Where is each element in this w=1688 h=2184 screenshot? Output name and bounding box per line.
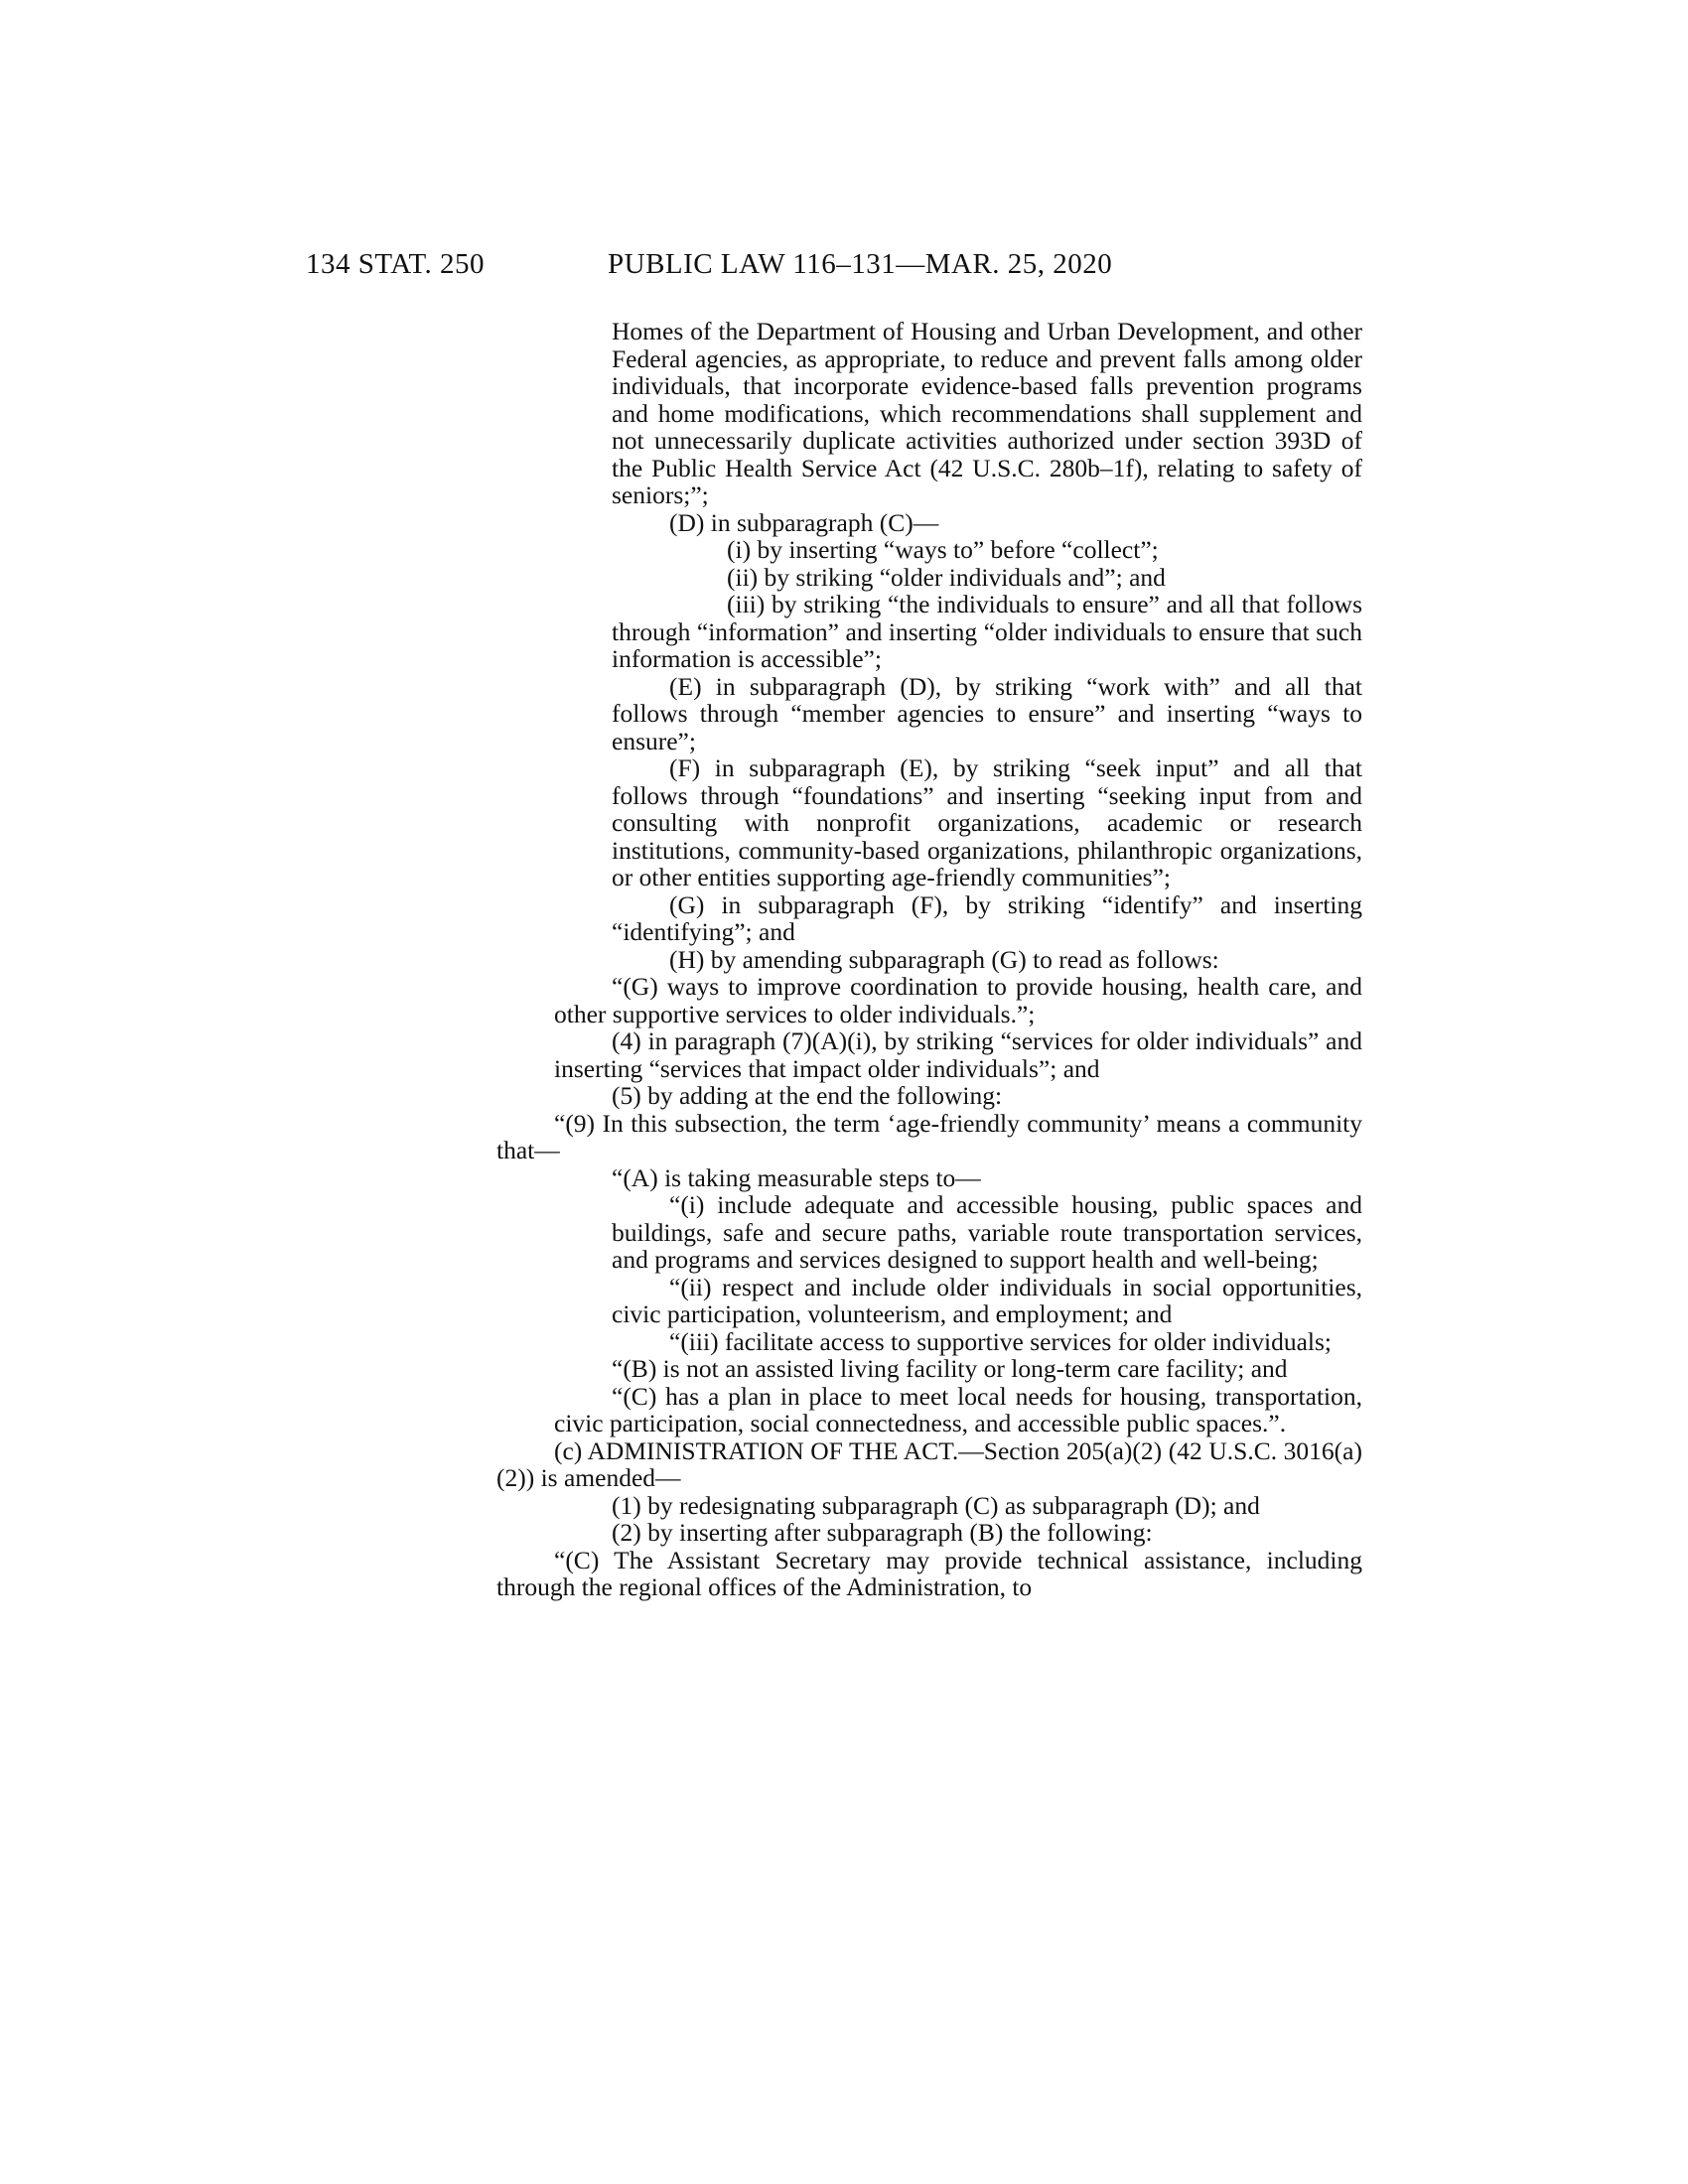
- paragraph-9-a-i: “(i) include adequate and accessible housing, public spaces and buildings, safe and secure paths, variable route transportation services, and programs and services designed to support health and well-being;: [612, 1190, 1362, 1274]
- paragraph-4: (4) in paragraph (7)(A)(i), by striking “services for older individuals” and inserting “services that impact older individuals”; and: [554, 1026, 1362, 1083]
- statute-page-number: 134 STAT. 250: [306, 248, 486, 280]
- paragraph-c-administration: (c) ADMINISTRATION OF THE ACT.—Section 205(a)(2) (42 U.S.C. 3016(a)(2)) is amended—: [496, 1435, 1362, 1492]
- paragraph-5: (5) by adding at the end the following:: [612, 1081, 1003, 1110]
- document-body: [496, 318, 1362, 1601]
- paragraph-d-ii: (ii) by striking “older individuals and”; and: [727, 562, 1166, 592]
- paragraph-quoted-g: “(G) ways to improve coordination to provide housing, health care, and other supportive services to older individuals.”;: [554, 972, 1362, 1028]
- paragraph-c-1: (1) by redesignating subparagraph (C) as subparagraph (D); and: [612, 1490, 1260, 1520]
- paragraph-g: (G) in subparagraph (F), by striking “identify” and inserting “identifying”; and: [612, 889, 1362, 946]
- paragraph-d: (D) in subparagraph (C)—: [669, 507, 939, 537]
- public-law-title: PUBLIC LAW 116–131—MAR. 25, 2020: [608, 248, 1113, 280]
- paragraph-quoted-c: “(C) The Assistant Secretary may provide technical assistance, including through the regional offices of the Administration, to: [496, 1545, 1362, 1601]
- paragraph-d-iii: (iii) by striking “the individuals to ensure” and all that follows through “information” and inserting “older individuals to ensure that such information is accessible”;: [612, 590, 1362, 673]
- paragraph-homes: Homes of the Department of Housing and Urban Development, and other Federal agencies, as appropriate, to reduce and prevent falls among older individuals, that incorporate evidence-based falls prevention programs and home modifications, which recommendations shall supplement and not unnecessarily duplicate activities authorized under section 393D of the Public Health Service Act (42 U.S.C. 280b–1f), relating to safety of seniors;”;: [612, 317, 1362, 509]
- page-header: [0, 248, 1688, 292]
- paragraph-e: (E) in subparagraph (D), by striking “work with” and all that follows through “member agencies to ensure” and inserting “ways to ensure”;: [612, 671, 1362, 755]
- paragraph-9-b: “(B) is not an assisted living facility or long-term care facility; and: [612, 1354, 1288, 1383]
- paragraph-d-i: (i) by inserting “ways to” before “collect”;: [727, 535, 1159, 564]
- paragraph-f: (F) in subparagraph (E), by striking “seek input” and all that follows through “foundations” and inserting “seeking input from and consulting with nonprofit organizations, academic or research institutions, community-based organizations, philanthropic organizations, or other entities supporting age-friendly communities”;: [612, 753, 1362, 891]
- paragraph-c-2: (2) by inserting after subparagraph (B) the following:: [612, 1518, 1153, 1547]
- paragraph-h: (H) by amending subparagraph (G) to read as follows:: [669, 944, 1219, 974]
- paragraph-9: “(9) In this subsection, the term ‘age-friendly community’ means a community that—: [496, 1108, 1362, 1164]
- paragraph-9-a: “(A) is taking measurable steps to—: [612, 1162, 981, 1192]
- paragraph-9-a-iii: “(iii) facilitate access to supportive services for older individuals;: [669, 1326, 1333, 1356]
- paragraph-9-c: “(C) has a plan in place to meet local needs for housing, transportation, civic participation, social connectedness, and accessible public spaces.”.: [554, 1381, 1362, 1437]
- paragraph-9-a-ii: “(ii) respect and include older individuals in social opportunities, civic participation, volunteerism, and employment; and: [612, 1272, 1362, 1328]
